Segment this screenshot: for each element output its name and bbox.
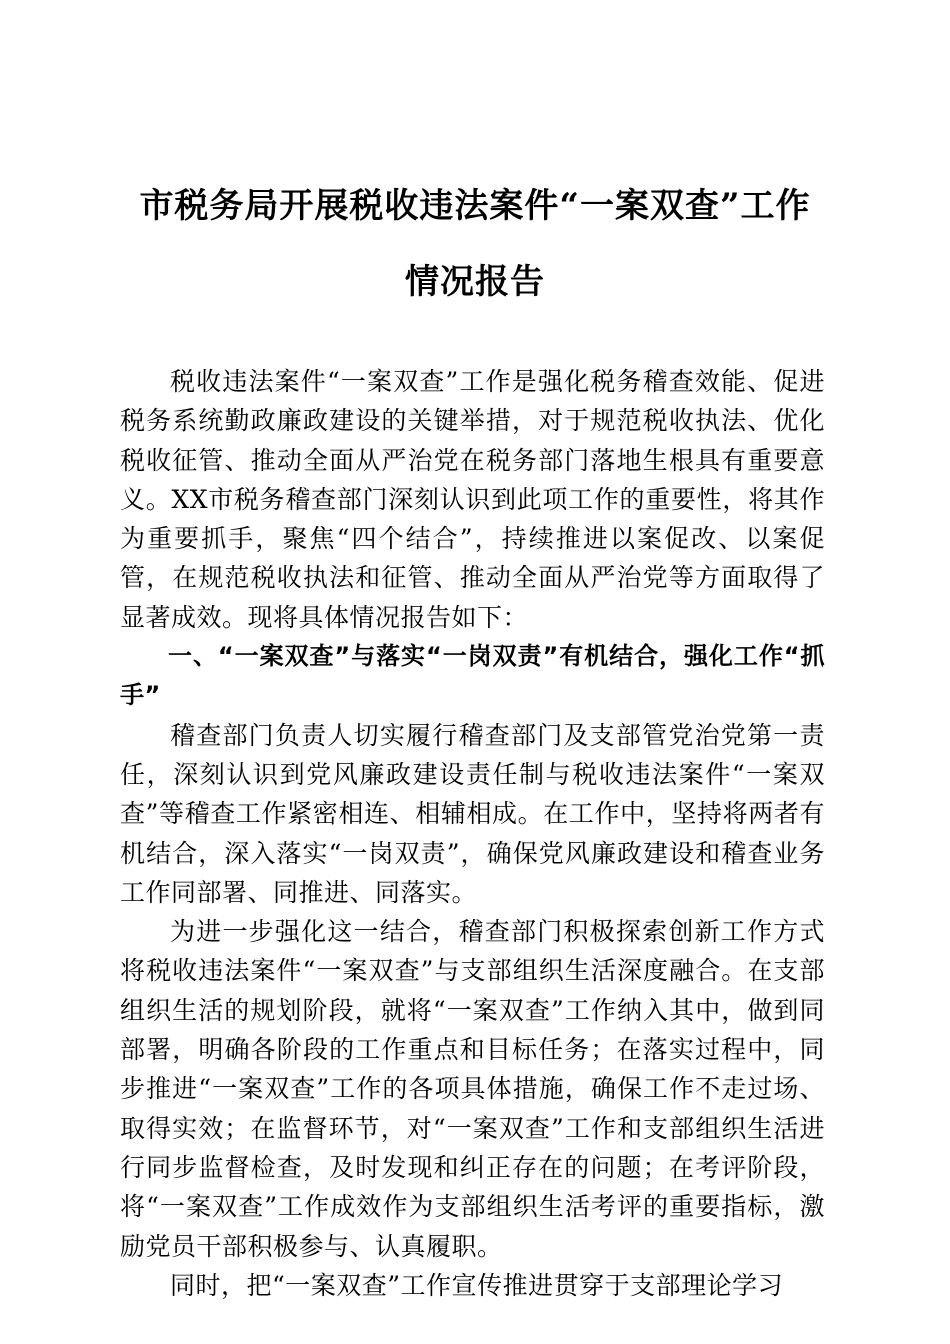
document-body — [120, 362, 825, 1305]
body-paragraph-3: 同时，把“一案双查”工作宣传推进贯穿于支部理论学习 — [170, 1270, 784, 1300]
title-line-2: 情况报告 — [405, 262, 545, 302]
body-paragraph-1: 稽查部门负责人切实履行稽查部门及支部管党治党第一责任，深刻认识到党风廉政建设责任制与税收违法案件“一案双查”等稽查工作紧密相连、相辅相成。在工作中，坚持将两者有机结合，深入落实“一岗双责”，确保党风廉政建设和稽查业务工作同部署、同推进、同落实。 — [120, 720, 825, 907]
title-line-1: 市税务局开展税收违法案件“一案双查”工作 — [139, 186, 811, 226]
intro-paragraph: 税收违法案件“一案双查”工作是强化税务稽查效能、促进税务系统勤政廉政建设的关键举措，对于规范税收执法、优化税收征管、推动全面从严治党在税务部门落地生根具有重要意义。XX市税务稽查部门深刻认识到此项工作的重要性，将其作为重要抓手，聚焦“四个结合”，持续推进以案促改、以案促管，在规范税收执法和征管、推动全面从严治党等方面取得了显著成效。现将具体情况报告如下： — [120, 367, 825, 632]
section-heading-1: 一、“一案双查”与落实“一岗双责”有机结合，强化工作“抓手” — [120, 642, 825, 710]
body-paragraph-2: 为进一步强化这一结合，稽查部门积极探索创新工作方式将税收违法案件“一案双查”与支部组织生活深度融合。在支部组织生活的规划阶段，就将“一案双查”工作纳入其中，做到同部署，明确各阶段的工作重点和目标任务；在落实过程中，同步推进“一案双查”工作的各项具体措施，确保工作不走过场、取得实效；在监督环节，对“一案双查”工作和支部组织生活进行同步监督检查，及时发现和纠正存在的问题；在考评阶段，将“一案双查”工作成效作为支部组织生活考评的重要指标，激励党员干部积极参与、认真履职。 — [120, 917, 825, 1261]
document-title — [100, 168, 850, 320]
